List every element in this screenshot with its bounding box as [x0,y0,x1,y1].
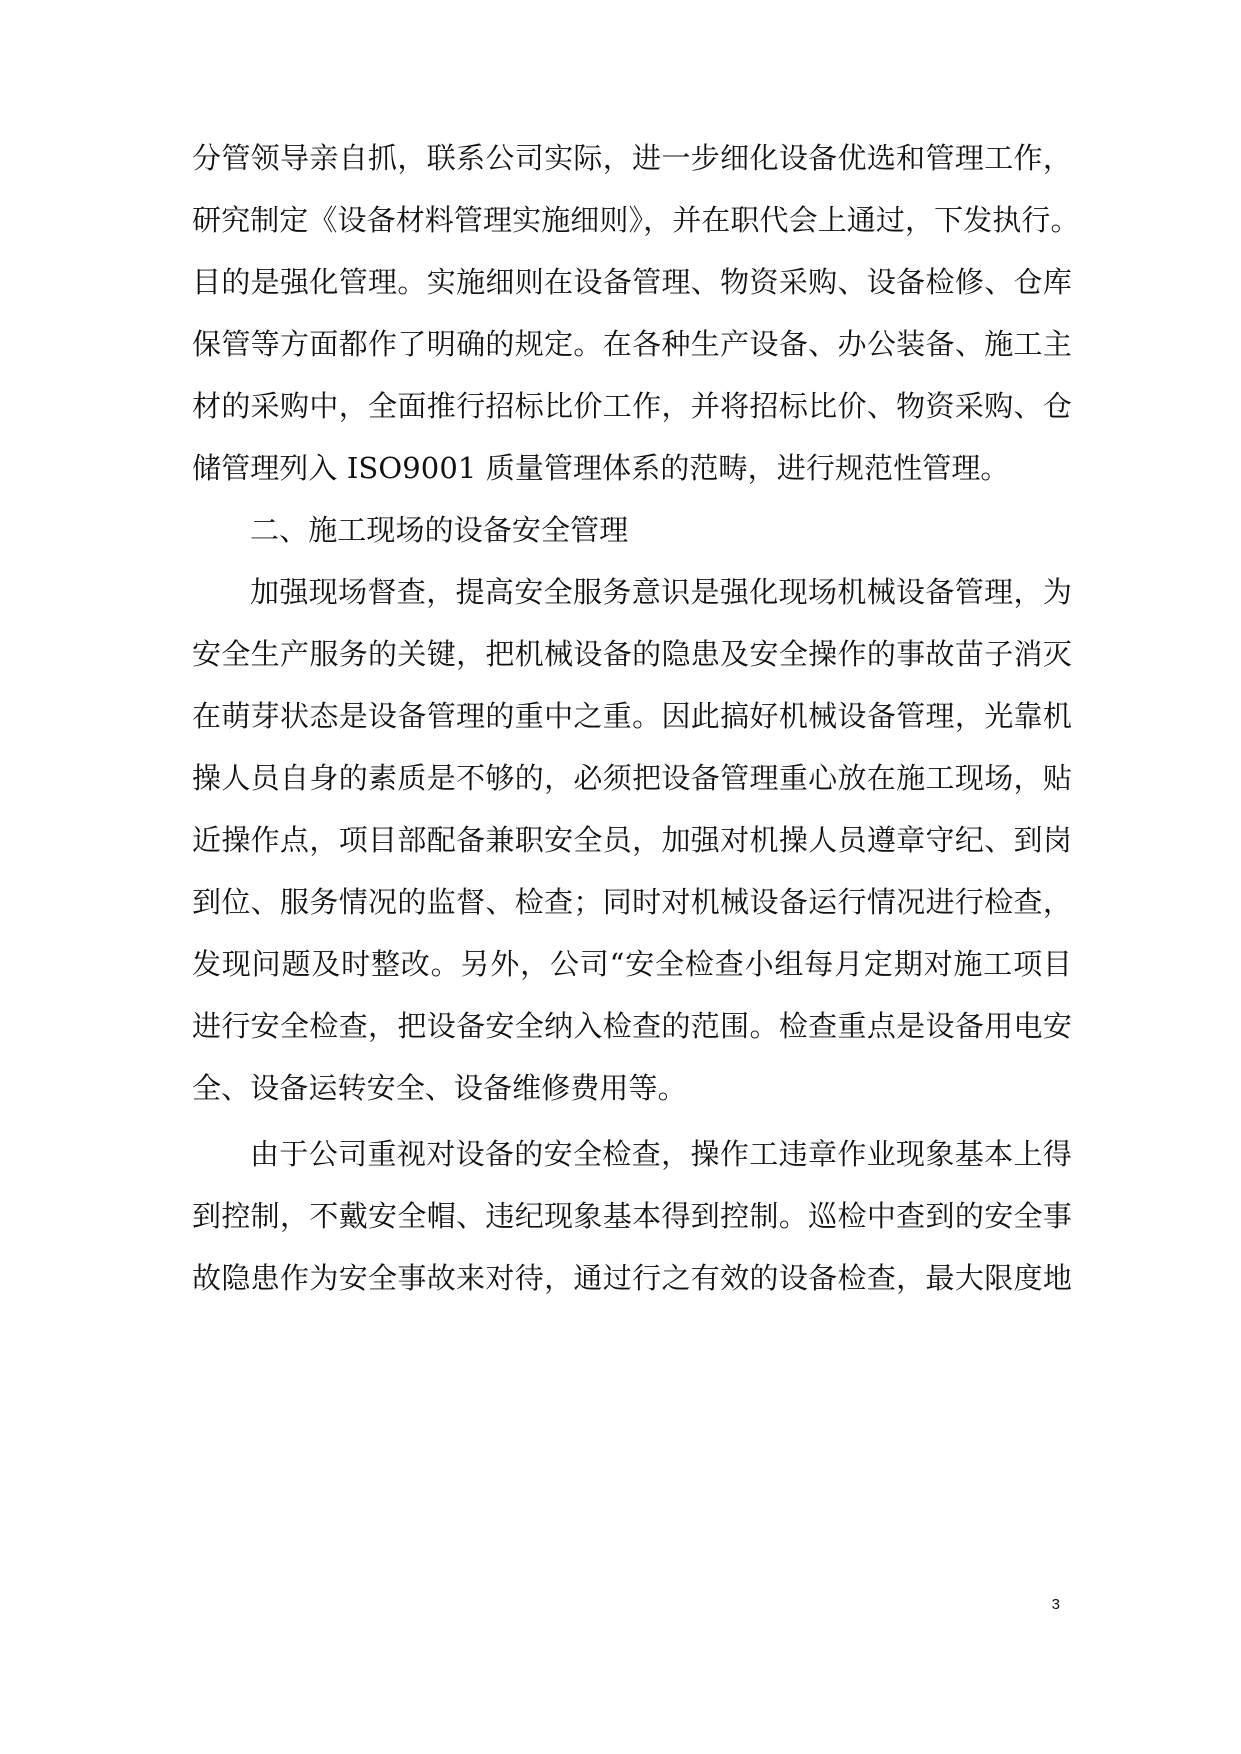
body-text-line: 操人员自身的素质是不够的，必须把设备管理重心放在施工现场，贴 [192,761,1072,795]
body-text-line: 加强现场督查，提高安全服务意识是强化现场机械设备管理，为 [250,575,1072,609]
body-text-line: 材的采购中，全面推行招标比价工作，并将招标比价、物资采购、仓 [192,389,1072,423]
page-number: 3 [1051,1596,1060,1613]
section-heading: 二、施工现场的设备安全管理 [250,513,629,547]
body-text-line: 发现问题及时整改。另外，公司“安全检查小组每月定期对施工项目 [192,947,1072,981]
body-text-line: 到位、服务情况的监督、检查；同时对机械设备运行情况进行检查， [192,885,1072,919]
body-text-line: 储管理列入 ISO9001 质量管理体系的范畴，进行规范性管理。 [192,451,1010,485]
body-text-line: 故隐患作为安全事故来对待，通过行之有效的设备检查，最大限度地 [192,1261,1072,1295]
body-text-line: 进行安全检查，把设备安全纳入检查的范围。检查重点是设备用电安 [192,1009,1072,1043]
body-text-line: 研究制定《设备材料管理实施细则》，并在职代会上通过，下发执行。 [192,203,1080,237]
body-text-line: 近操作点，项目部配备兼职安全员，加强对机操人员遵章守纪、到岗 [192,823,1072,857]
body-text-line: 安全生产服务的关键，把机械设备的隐患及安全操作的事故苗子消灭 [192,637,1072,671]
body-text-line: 目的是强化管理。实施细则在设备管理、物资采购、设备检修、仓库 [192,265,1072,299]
body-text-line: 保管等方面都作了明确的规定。在各种生产设备、办公装备、施工主 [192,327,1072,361]
body-text-line: 到控制，不戴安全帽、违纪现象基本得到控制。巡检中查到的安全事 [192,1199,1072,1233]
body-text-line: 全、设备运转安全、设备维修费用等。 [192,1071,687,1105]
body-text-line: 分管领导亲自抓，联系公司实际，进一步细化设备优选和管理工作， [192,141,1072,175]
body-text-line: 在萌芽状态是设备管理的重中之重。因此搞好机械设备管理，光靠机 [192,699,1072,733]
body-text-line: 由于公司重视对设备的安全检查，操作工违章作业现象基本上得 [250,1137,1072,1171]
